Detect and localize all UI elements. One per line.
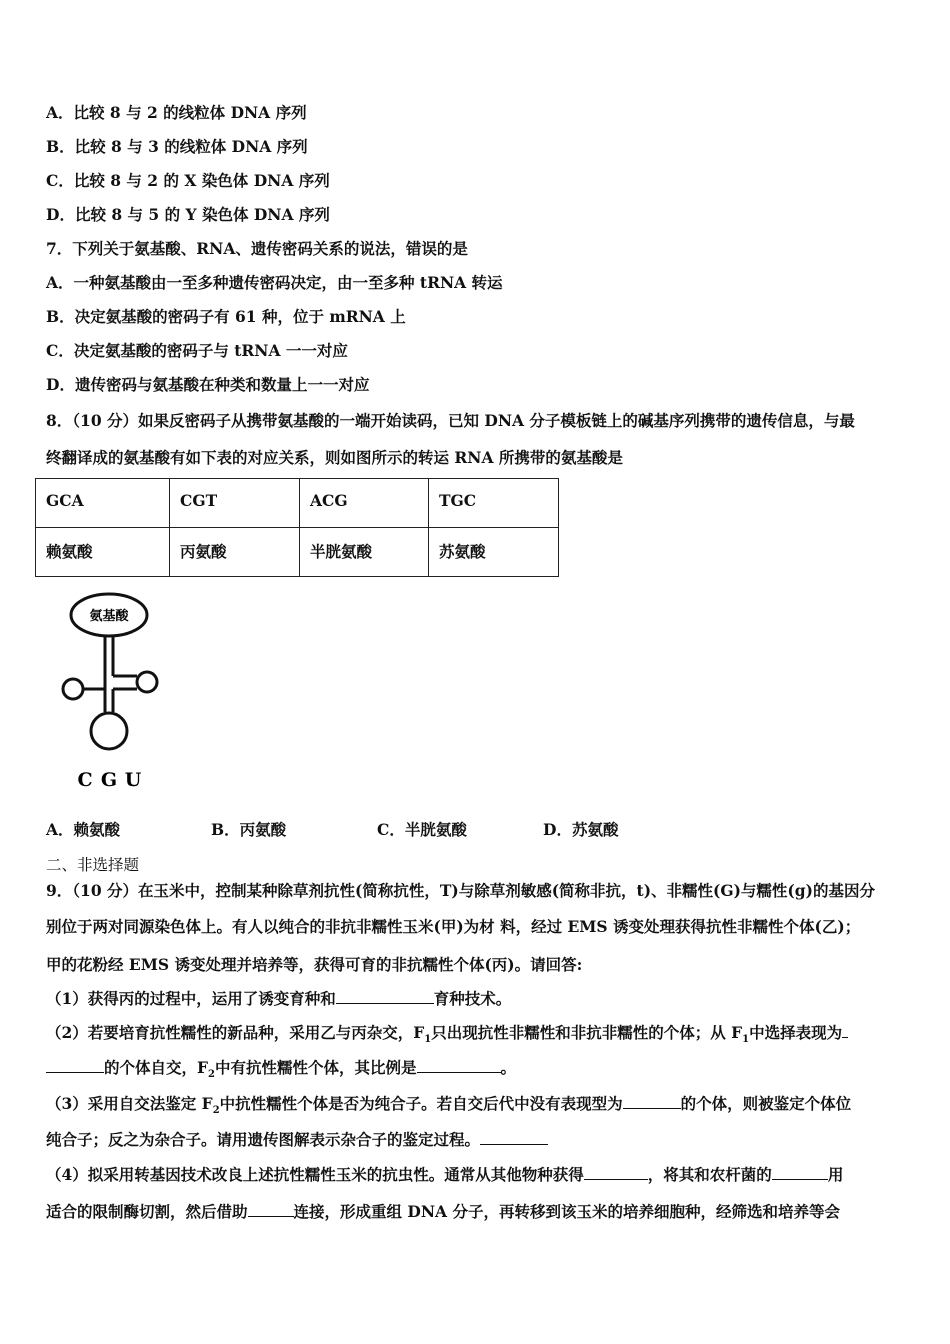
trna-figure <box>55 588 165 793</box>
q7-option-c: C．决定氨基酸的密码子与 tRNA 一一对应 <box>46 341 348 360</box>
q9-line3: 甲的花粉经 EMS 诱变处理并培养等，获得可育的非抗糯性个体(丙)。请回答: <box>46 955 583 974</box>
q9-part3-text: 纯合子；反之为杂合子。请用遗传图解表示杂合子的鉴定过程。 <box>46 1130 481 1149</box>
q9-part2-text: 。 <box>500 1058 517 1077</box>
q9-part3-line2 <box>46 1128 548 1150</box>
q9-part4-text: 用 <box>827 1165 844 1184</box>
codon-cell: GCA <box>36 479 170 528</box>
q9-part2-text: 的个体自交，F <box>104 1058 209 1077</box>
q9-part4-text: ，将其和农杆菌的 <box>647 1165 772 1184</box>
codon-row <box>36 479 559 528</box>
q9-part3-text: （3）采用自交法鉴定 F <box>46 1094 213 1113</box>
amino-acid-cell: 赖氨酸 <box>36 528 170 577</box>
q9-line1: 9．（10 分）在玉米中，控制某种除草剂抗性(简称抗性，T)与除草剂敏感(简称非抗，t)、非糯性(G)与糯性(g)的基因分 <box>46 881 875 900</box>
q8-option-a: A．赖氨酸 <box>46 820 121 839</box>
q7-option-d: D．遗传密码与氨基酸在种类和数量上一一对应 <box>46 375 370 394</box>
q9-part1 <box>46 987 511 1009</box>
q9-part4-text: 适合的限制酶切割，然后借助 <box>46 1202 248 1221</box>
subscript: 1 <box>424 1034 432 1046</box>
anticodon-base: U <box>124 769 142 791</box>
q8-option-c: C．半胱氨酸 <box>377 820 467 839</box>
q9-part4-line1 <box>46 1163 843 1185</box>
subscript: 1 <box>742 1034 750 1046</box>
amino-acid-cell: 半胱氨酸 <box>300 528 429 577</box>
answer-blank[interactable] <box>46 1058 104 1073</box>
answer-blank[interactable] <box>772 1165 828 1180</box>
amino-acid-label: 氨基酸 <box>89 609 129 624</box>
subscript: 2 <box>212 1105 220 1117</box>
section-heading: 二、非选择题 <box>46 856 140 874</box>
answer-blank[interactable] <box>480 1130 548 1145</box>
codon-cell: TGC <box>429 479 559 528</box>
q9-part4-text: 连接，形成重组 DNA 分子，再转移到该玉米的培养细胞种，经筛选和培养等会 <box>293 1202 840 1221</box>
q9-part4-text: （4）拟采用转基因技术改良上述抗性糯性玉米的抗虫性。通常从其他物种获得 <box>46 1165 584 1184</box>
q9-part3-line1 <box>46 1092 851 1116</box>
q9-part2-line1 <box>46 1021 848 1045</box>
answer-blank[interactable] <box>248 1202 294 1217</box>
anticodon-base: C <box>77 769 93 791</box>
answer-blank[interactable] <box>584 1165 648 1180</box>
q9-part2-text: 中有抗性糯性个体，其比例是 <box>214 1058 417 1077</box>
q9-part3-text: 的个体，则被鉴定个体位 <box>680 1094 852 1113</box>
codon-cell: ACG <box>300 479 429 528</box>
answer-blank[interactable] <box>336 989 434 1004</box>
q6-option-c: C．比较 8 与 2 的 X 染色体 DNA 序列 <box>46 171 330 190</box>
q6-option-b: B．比较 8 与 3 的线粒体 DNA 序列 <box>46 137 308 156</box>
q9-part2-text: 中选择表现为 <box>749 1023 843 1042</box>
amino-acid-row <box>36 528 559 577</box>
q9-part1-text-b: 育种技术。 <box>433 989 512 1008</box>
q6-option-a: A．比较 8 与 2 的线粒体 DNA 序列 <box>46 103 307 122</box>
answer-blank[interactable] <box>623 1094 681 1109</box>
q8-option-b: B．丙氨酸 <box>211 820 287 839</box>
q9-part2-text: 只出现抗性非糯性和非抗非糯性的个体；从 F <box>431 1023 743 1042</box>
q6-option-d: D．比较 8 与 5 的 Y 染色体 DNA 序列 <box>46 205 330 224</box>
d-loop <box>63 679 83 699</box>
q8-stem-line1: 8．（10 分）如果反密码子从携带氨基酸的一端开始读码，已知 DNA 分子模板链上的碱基序列携带的遗传信息，与最 <box>46 411 855 430</box>
codon-table <box>35 478 559 577</box>
anticodon-base: G <box>100 769 118 791</box>
subscript: 2 <box>208 1069 215 1081</box>
q9-part2-line2 <box>46 1056 516 1080</box>
t-loop <box>137 672 157 692</box>
q9-part3-text: 中抗性糯性个体是否为纯合子。若自交后代中没有表现型为 <box>219 1094 623 1113</box>
q9-part1-text-a: （1）获得丙的过程中，运用了诱变育种和 <box>46 989 336 1008</box>
amino-acid-cell: 丙氨酸 <box>170 528 300 577</box>
codon-cell: CGT <box>170 479 300 528</box>
q9-part4-line2 <box>46 1200 840 1222</box>
answer-blank[interactable] <box>417 1058 501 1073</box>
q7-stem: 7．下列关于氨基酸、RNA、遗传密码关系的说法，错误的是 <box>46 239 468 258</box>
q9-line2: 别位于两对同源染色体上。有人以纯合的非抗非糯性玉米(甲)为材 料，经过 EMS 诱变处理获得抗性非糯性个体(乙)； <box>46 917 861 936</box>
amino-acid-cell: 苏氨酸 <box>429 528 559 577</box>
anticodon-loop <box>91 713 127 749</box>
answer-blank[interactable] <box>842 1023 848 1038</box>
q7-option-b: B．决定氨基酸的密码子有 61 种，位于 mRNA 上 <box>46 307 406 326</box>
q8-stem-line2: 终翻译成的氨基酸有如下表的对应关系，则如图所示的转运 RNA 所携带的氨基酸是 <box>46 448 623 467</box>
q7-option-a: A．一种氨基酸由一至多种遗传密码决定，由一至多种 tRNA 转运 <box>46 273 503 292</box>
q8-option-d: D．苏氨酸 <box>543 820 619 839</box>
q9-part2-text: （2）若要培育抗性糯性的新品种，采用乙与丙杂交，F <box>46 1023 425 1042</box>
